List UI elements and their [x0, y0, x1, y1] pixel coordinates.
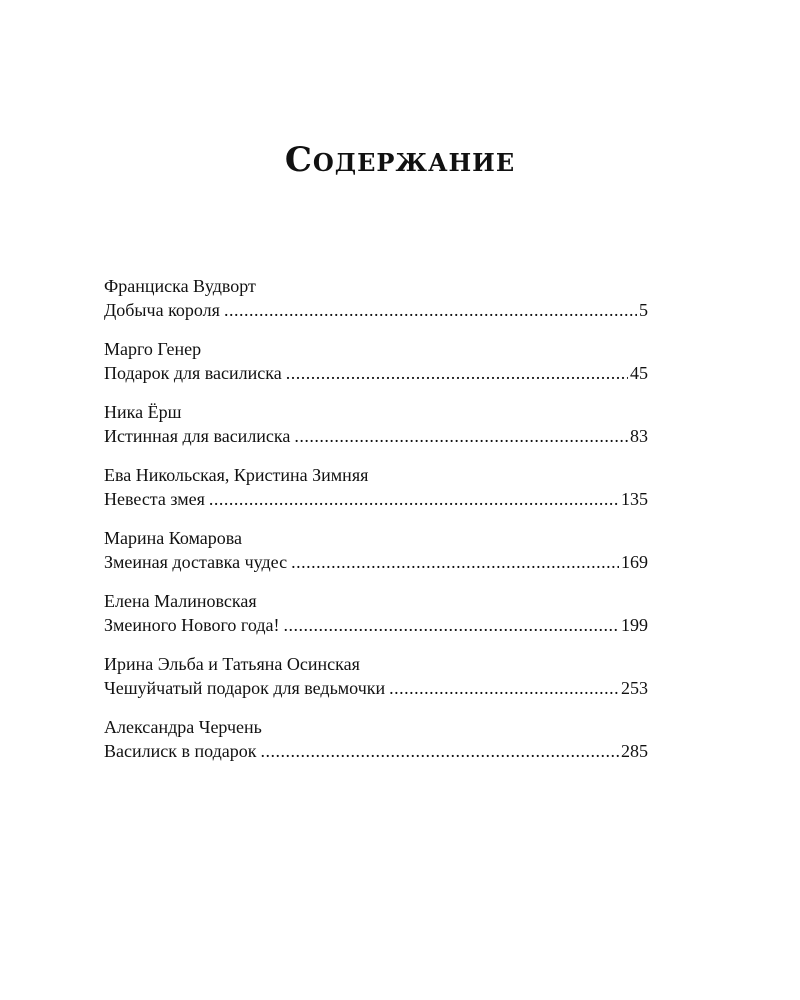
toc-line[interactable] — [104, 361, 648, 385]
toc-story-title: Подарок для василиска — [104, 363, 282, 383]
table-of-contents — [104, 274, 648, 778]
toc-line[interactable] — [104, 298, 648, 322]
toc-author: Марго Генер — [104, 339, 202, 359]
page-title: Содержание — [284, 140, 516, 180]
toc-author: Марина Комарова — [104, 528, 243, 548]
toc-line[interactable] — [104, 424, 648, 448]
toc-author: Ника Ёрш — [104, 402, 182, 422]
toc-page-number: 45 — [630, 363, 648, 383]
toc-dot-leader — [260, 739, 619, 763]
toc-line[interactable] — [104, 613, 648, 637]
toc-dot-leader — [283, 613, 619, 637]
toc-page-number: 83 — [630, 426, 648, 446]
toc-author: Александра Черчень — [104, 717, 262, 737]
toc-author: Франциска Вудворт — [104, 276, 256, 296]
toc-entry — [104, 463, 648, 526]
toc-page-number: 285 — [621, 741, 648, 761]
toc-story-title: Невеста змея — [104, 489, 205, 509]
toc-dot-leader — [286, 361, 628, 385]
toc-dot-leader — [209, 487, 619, 511]
toc-story-title: Истинная для василиска — [104, 426, 291, 446]
toc-entry — [104, 400, 648, 463]
toc-line[interactable] — [104, 550, 648, 574]
toc-entry — [104, 652, 648, 715]
toc-dot-leader — [291, 550, 619, 574]
toc-story-title: Змеиная доставка чудес — [104, 552, 288, 572]
toc-dot-leader — [294, 424, 628, 448]
toc-line[interactable] — [104, 487, 648, 511]
toc-entry — [104, 715, 648, 778]
toc-page-number: 169 — [621, 552, 648, 572]
toc-story-title: Змеиного Нового года! — [104, 615, 280, 635]
toc-dot-leader — [224, 298, 637, 322]
toc-author: Ирина Эльба и Татьяна Осинская — [104, 654, 360, 674]
toc-page-number: 5 — [639, 300, 648, 320]
toc-author: Ева Никольская, Кристина Зимняя — [104, 465, 369, 485]
toc-entry — [104, 589, 648, 652]
toc-page-number: 253 — [621, 678, 648, 698]
toc-author: Елена Малиновская — [104, 591, 257, 611]
toc-line[interactable] — [104, 739, 648, 763]
toc-story-title: Чешуйчатый подарок для ведьмочки — [104, 678, 386, 698]
toc-page-number: 135 — [621, 489, 648, 509]
toc-page-number: 199 — [621, 615, 648, 635]
toc-entry — [104, 337, 648, 400]
toc-story-title: Василиск в подарок — [104, 741, 257, 761]
toc-story-title: Добыча короля — [104, 300, 220, 320]
toc-entry — [104, 274, 648, 337]
toc-line[interactable] — [104, 676, 648, 700]
toc-dot-leader — [389, 676, 619, 700]
toc-entry — [104, 526, 648, 589]
